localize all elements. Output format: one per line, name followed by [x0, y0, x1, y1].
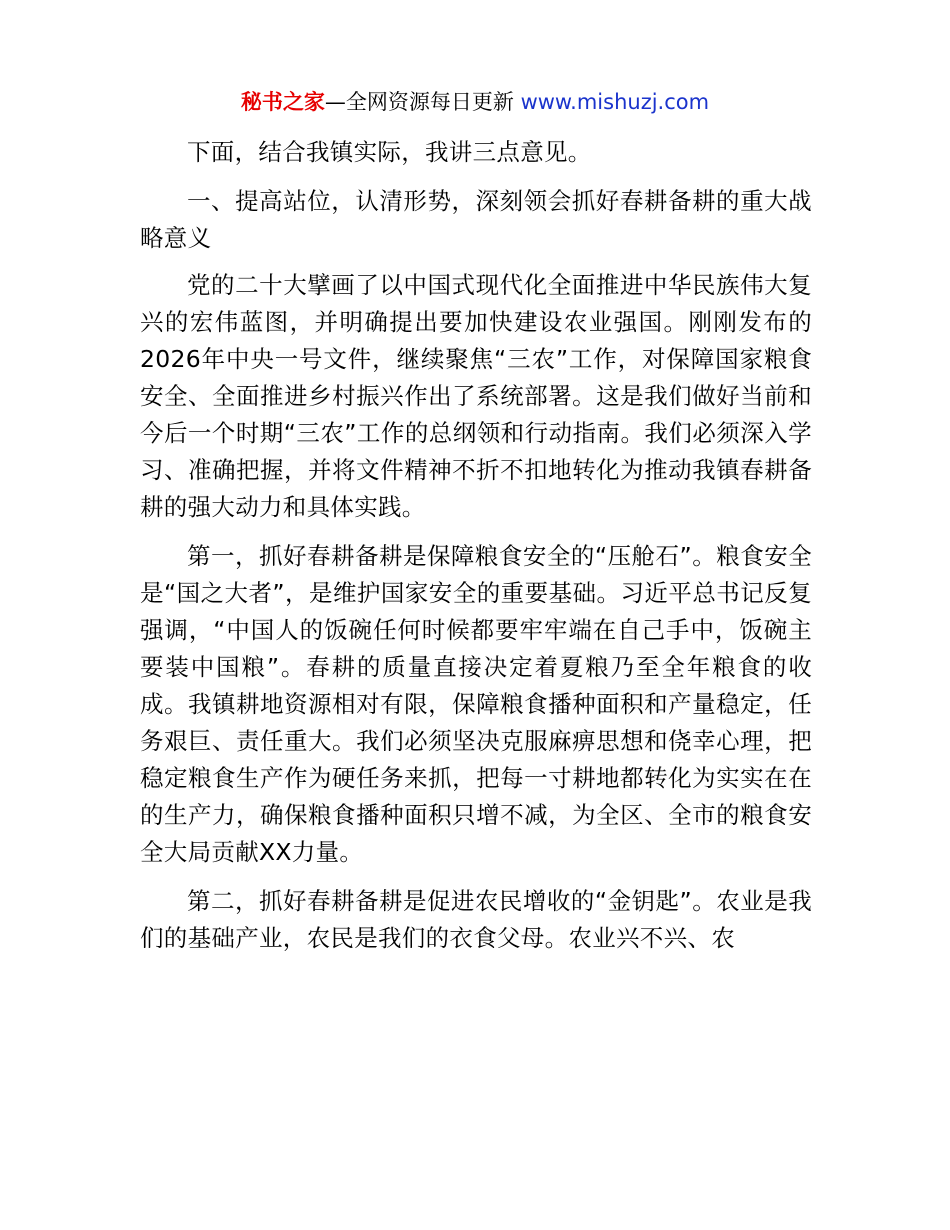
section-heading: 一、提高站位，认清形势，深刻领会抓好春耕备耕的重大战略意义 [140, 187, 812, 252]
body-paragraph: 党的二十大擘画了以中国式现代化全面推进中华民族伟大复兴的宏伟蓝图，并明确提出要加快建设农业强国。刚刚发布的2026年中央一号文件，继续聚焦“三农”工作，对保障国家粮食安全、全面推进乡村振兴作出了系统部署。这是我们做好当前和今后一个时期“三农”工作的总纲领和行动指南。我们必须深入学习、准确把握，并将文件精神不折不扣地转化为推动我镇春耕备耕的强大动力和具体实践。 [140, 271, 812, 521]
body-paragraph: 第一，抓好春耕备耕是保障粮食安全的“压舱石”。粮食安全是“国之大者”，是维护国家安全的重要基础。习近平总书记反复强调，“中国人的饭碗任何时候都要牢牢端在自己手中，饭碗主要装中国粮”。春耕的质量直接决定着夏粮乃至全年粮食的收成。我镇耕地资源相对有限，保障粮食播种面积和产量稳定，任务艰巨、责任重大。我们必须坚决克服麻痹思想和侥幸心理，把稳定粮食生产作为硬任务来抓，把每一寸耕地都转化为实实在在的生产力，确保粮食播种面积只增不减，为全区、全市的粮食安全大局贡献XX力量。 [140, 542, 812, 866]
brand-name: 秘书之家 [240, 90, 325, 114]
header-tagline: —全网资源每日更新 [324, 90, 521, 114]
body-paragraph: 第二，抓好春耕备耕是促进农民增收的“金钥匙”。农业是我们的基础产业，农民是我们的衣食父母。农业兴不兴、农 [140, 887, 812, 952]
intro-paragraph: 下面，结合我镇实际，我讲三点意见。 [187, 138, 592, 166]
site-url-link[interactable]: www.mishuzj.com [520, 90, 710, 114]
page-header [0, 86, 950, 118]
document-body [140, 134, 812, 969]
